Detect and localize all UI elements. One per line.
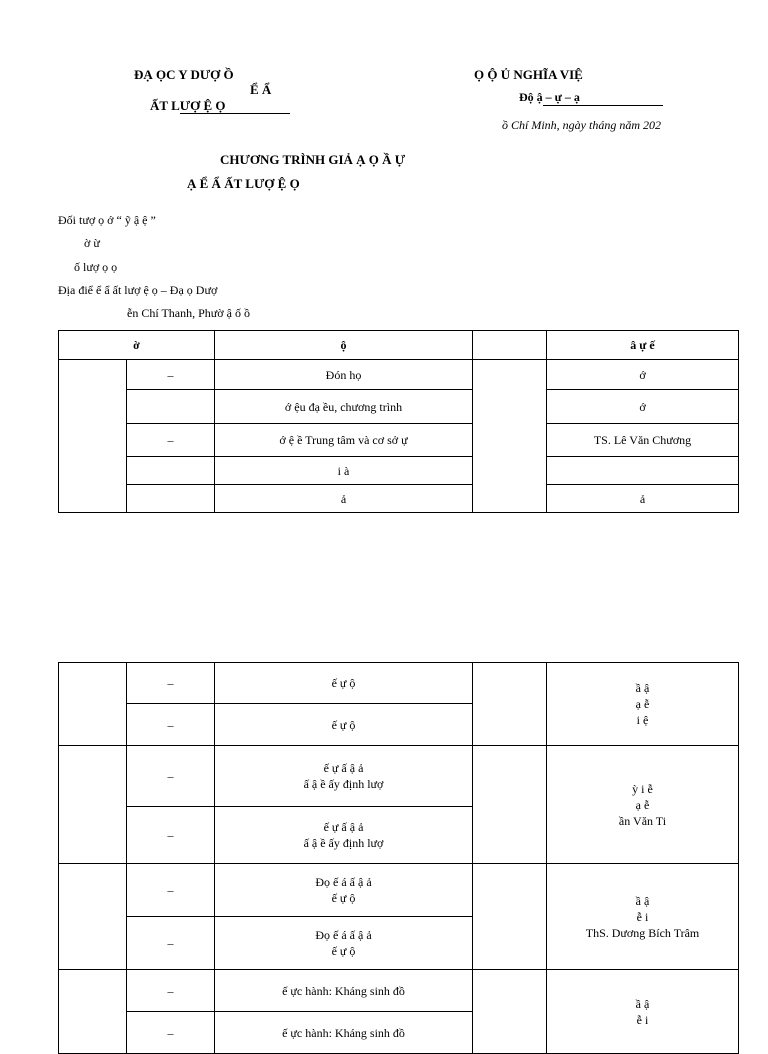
time-cell: – (127, 424, 215, 457)
content-line: ế ự ộ (331, 717, 356, 732)
time-cell: – (127, 746, 215, 807)
day-cell (59, 663, 127, 746)
person-line: ần Văn Ti (618, 813, 667, 828)
content-cell (215, 704, 473, 746)
info-address: ễn Chí Thanh, Phườ ậ ố ồ (127, 306, 250, 320)
time-cell: – (127, 807, 215, 864)
person-line: ầ ậ (635, 893, 650, 908)
person-line: ễ i (636, 1012, 649, 1027)
person-cell: ớ (547, 390, 739, 424)
table-row (59, 663, 739, 704)
motto: Độ ậ – ự – ạ (519, 90, 580, 104)
table-row (59, 485, 739, 513)
info-count: ố lượ ọ ọ (74, 260, 118, 274)
person-cell (547, 746, 739, 864)
info-target: Đối tượ ọ ớ “ ỹ ậ ệ ” (58, 213, 156, 227)
content-line: ế ực hành: Kháng sinh đồ (282, 1025, 405, 1040)
content-cell: ả (215, 485, 473, 513)
content-line: Đọ ế á ấ ậ ả (315, 875, 372, 889)
table-row (59, 970, 739, 1012)
person-cell (547, 457, 739, 485)
time-cell (127, 485, 215, 513)
content-line: ấ ậ ề ấy định lượ (303, 836, 384, 850)
table-header-row (59, 331, 739, 360)
day-cell (59, 970, 127, 1054)
header-note (473, 331, 547, 360)
table-row (59, 424, 739, 457)
person-cell (547, 970, 739, 1054)
title-line-1: CHƯƠNG TRÌNH GIẢ Ạ Ọ Ầ Ự (220, 152, 406, 167)
org-line-2: Ể Ẩ (250, 82, 272, 97)
content-line: Đọ ế á ấ ậ ả (315, 928, 372, 942)
day-cell (59, 746, 127, 864)
time-cell: – (127, 704, 215, 746)
content-line: ế ự ấ ậ ả (323, 820, 364, 834)
person-line: ThS. Dương Bích Trâm (585, 925, 700, 940)
content-cell: i à (215, 457, 473, 485)
header-time: ờ (59, 331, 215, 360)
content-cell (215, 917, 473, 970)
table-row (59, 390, 739, 424)
content-line: ế ự ộ (331, 676, 356, 690)
content-line: ế ự ộ (331, 944, 356, 958)
content-line: ế ực hành: Kháng sinh đồ (282, 983, 405, 998)
schedule-table-2 (58, 662, 739, 1054)
note-cell (473, 746, 547, 864)
content-cell (215, 1012, 473, 1054)
time-cell: – (127, 360, 215, 390)
content-cell: ớ ệ ề Trung tâm và cơ sở ự (215, 424, 473, 457)
note-cell (473, 360, 547, 513)
table-row (59, 457, 739, 485)
person-line: ỳ i ễ (632, 781, 653, 796)
content-cell (215, 807, 473, 864)
day-cell (59, 360, 127, 513)
person-line: ạ ễ (635, 797, 650, 812)
org-underline (180, 113, 290, 114)
motto-underline (543, 105, 663, 106)
person-cell: TS. Lê Văn Chương (547, 424, 739, 457)
content-line: ế ự ấ ậ ả (323, 761, 364, 775)
info-time: ờ ừ (84, 236, 100, 250)
time-cell: – (127, 864, 215, 917)
time-cell: – (127, 1012, 215, 1054)
time-cell: – (127, 917, 215, 970)
time-cell: – (127, 663, 215, 704)
header-person: â ự ế (547, 331, 739, 360)
time-cell (127, 390, 215, 424)
title-line-2: Ạ Ể Ẩ ẤT LƯỢ Ệ Ọ (187, 176, 300, 191)
person-line: ễ i (636, 909, 649, 924)
table-row (59, 360, 739, 390)
content-line: ấ ậ ề ấy định lượ (303, 777, 384, 791)
table-row (59, 746, 739, 807)
schedule-table-1 (58, 330, 739, 513)
content-line: ế ự ộ (331, 891, 356, 905)
header-content: ộ (215, 331, 473, 360)
note-cell (473, 663, 547, 746)
content-cell: Đón họ (215, 360, 473, 390)
time-cell: – (127, 970, 215, 1012)
nation-line: Ọ Ộ Ủ NGHĨA VIỆ (474, 67, 583, 82)
person-cell: ớ (547, 360, 739, 390)
table-row (59, 864, 739, 917)
note-cell (473, 864, 547, 970)
note-cell (473, 970, 547, 1054)
content-cell: ớ ệu đạ ều, chương trình (215, 390, 473, 424)
person-cell: ả (547, 485, 739, 513)
person-line: ạ ễ (635, 697, 650, 711)
info-location: Địa điể ể ẩ ất lượ ệ ọ – Đạ ọ Dượ (58, 283, 218, 297)
day-cell (59, 864, 127, 970)
place-date: ồ Chí Minh, ngày tháng năm 202 (502, 118, 661, 132)
content-cell (215, 970, 473, 1012)
person-line: ầ ậ (635, 681, 650, 695)
person-line: ầ ậ (635, 996, 650, 1011)
person-cell (547, 663, 739, 746)
time-cell (127, 457, 215, 485)
content-cell (215, 746, 473, 807)
person-cell (547, 864, 739, 970)
org-line-3: ẤT LƯỢ Ệ Ọ (150, 98, 226, 113)
content-cell (215, 663, 473, 704)
org-line-1: ĐẠ ỌC Y DƯỢ Ồ (134, 67, 234, 82)
person-line: i ệ (636, 713, 649, 727)
content-cell (215, 864, 473, 917)
